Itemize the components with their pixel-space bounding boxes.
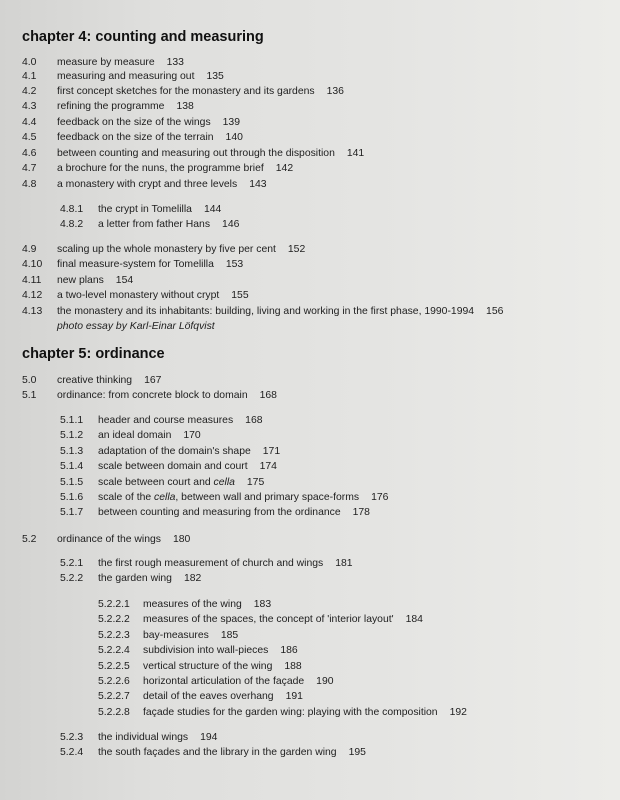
entry-title: a brochure for the nuns, the programme brief [57,163,264,174]
entry-page: 186 [280,645,298,656]
entry-title-part: scale between court and [98,477,214,488]
entry-page: 175 [246,477,265,488]
entry-title: adaptation of the domain's shape [98,446,251,457]
entry-number: 5.1.2 [60,430,84,441]
entry-number: 4.8 [22,179,37,190]
entry-title: a monastery with crypt and three levels [57,179,238,190]
entry-title: an ideal domain [98,430,172,441]
entry-page: 178 [352,507,370,518]
entry-number: 4.8.1 [60,204,84,215]
entry-number: 4.3 [22,101,37,112]
entry-page: 180 [172,534,191,545]
entry-number: 5.2.4 [60,747,84,758]
entry-number: 4.13 [22,306,43,317]
entry-title: ordinance of the wings [57,534,161,545]
entry-number: 5.2.2.1 [98,599,130,610]
entry-title: the individual wings [98,732,189,743]
entry-title: refining the programme [57,101,165,112]
entry-title: the crypt in Tomelilla [98,204,192,215]
entry-page: 176 [371,492,389,503]
entry-title: first concept sketches for the monastery and its gardens [57,86,315,97]
entry-title: measures of the spaces, the concept of 'interior layout' [143,614,394,625]
entry-page: 142 [275,163,294,174]
entry-title: vertical structure of the wing [143,661,273,672]
entry-page: 170 [183,430,201,441]
entry-page: 146 [222,219,240,230]
entry-number: 5.2.2.7 [98,691,130,702]
entry-number: 4.11 [22,275,42,286]
entry-page: 191 [285,691,303,702]
entry-title: header and course measures [98,415,234,426]
entry-number: 5.2.2.3 [98,630,130,641]
entry-page: 143 [249,179,267,190]
entry-number: 5.2.2.6 [98,676,130,687]
entry-number: 4.4 [22,117,37,128]
entry-title: detail of the eaves overhang [143,691,274,702]
entry-page: 133 [166,57,184,68]
entry-number: 5.1.4 [60,461,84,472]
entry-page: 144 [203,204,222,215]
entry-number: 4.6 [22,148,37,159]
entry-title: scale between domain and court [98,461,248,472]
entry-number: 5.1.6 [60,492,84,503]
entry-number: 5.2.2.5 [98,661,130,672]
entry-number: 4.10 [22,259,43,270]
entry-page: 156 [486,306,504,317]
entry-number: 4.12 [22,290,43,301]
entry-page: 192 [449,707,467,718]
entry-title: the garden wing [98,573,172,584]
entry-number: 5.2.2.2 [98,614,130,625]
entry-number: 5.2.2 [60,573,84,584]
entry-number: 5.1.5 [60,477,84,488]
entry-page: 136 [326,86,344,97]
entry-number: 5.1.7 [60,507,84,518]
entry-title: measures of the wing [143,599,242,610]
entry-page: 195 [348,747,366,758]
entry-number: 5.2.2.4 [98,645,130,656]
entry-title-italic: cella [213,477,235,488]
entry-page: 152 [287,244,306,255]
entry-number: 5.1 [22,390,37,401]
entry-number: 4.7 [22,163,37,174]
entry-page: 182 [183,573,202,584]
entry-number: 4.9 [22,244,37,255]
entry-title: the south façades and the library in the garden wing [98,747,337,758]
entry-number: 5.2 [22,534,37,545]
entry-title: ordinance: from concrete block to domain [57,390,248,401]
entry-page: 139 [222,117,240,128]
entry-page: 167 [144,375,162,386]
entry-title: a letter from father Hans [98,219,211,230]
entry-title-italic: cella [154,492,176,503]
entry-number: 4.8.2 [60,219,84,230]
entry-title: the first rough measurement of church and wings [98,558,324,569]
entry-title: measuring and measuring out [57,71,195,82]
entry-number: 4.0 [22,57,37,68]
entry-page: 153 [225,259,244,270]
entry-number: 5.0 [22,375,37,386]
entry-page: 171 [262,446,281,457]
entry-page: 168 [245,415,263,426]
entry-page: 140 [225,132,243,143]
entry-number: 5.2.2.8 [98,707,130,718]
entry-title: subdivision into wall-pieces [143,645,269,656]
entry-title: façade studies for the garden wing: playing with the composition [143,707,438,718]
entry-page: 155 [231,290,249,301]
entry-page: 194 [200,732,218,743]
entry-title-part: scale of the [98,492,155,503]
entry-page: 181 [335,558,353,569]
entry-number: 5.2.3 [60,732,84,743]
entry-page: 183 [253,599,272,610]
entry-page: 190 [316,676,334,687]
entry-title: creative thinking [57,375,133,386]
entry-title: feedback on the size of the wings [57,117,211,128]
entry-title: scaling up the whole monastery by five per cent [57,244,276,255]
entry-number: 4.1 [22,71,37,82]
entry-page: 188 [284,661,302,672]
entry-title: measure by measure [57,57,155,68]
photo-essay-text: photo essay by Karl-Einar Löfqvist [57,321,215,332]
entry-title: the monastery and its inhabitants: building, living and working in the first phase, 1990-1994 [57,306,475,317]
entry-page: 184 [405,614,423,625]
entry-title: new plans [57,275,104,286]
entry-page: 138 [176,101,194,112]
entry-number: 5.1.1 [60,415,84,426]
entry-page: 135 [206,71,224,82]
entry-number: 4.2 [22,86,37,97]
entry-page: 174 [259,461,277,472]
entry-title-part: , between wall and primary space-forms [175,492,360,503]
entry-title: horizontal articulation of the façade [143,676,305,687]
entry-title: between counting and measuring out through the disposition [57,148,335,159]
entry-title: between counting and measuring from the ordinance [98,507,341,518]
entry-title: a two-level monastery without crypt [57,290,220,301]
entry-number: 5.2.1 [60,558,84,569]
entry-page: 141 [346,148,365,159]
entry-title: feedback on the size of the terrain [57,132,214,143]
entry-title: final measure-system for Tomelilla [57,259,214,270]
chapter-4-title: chapter 4: counting and measuring [22,29,264,45]
entry-number: 5.1.3 [60,446,84,457]
entry-page: 154 [115,275,134,286]
entry-title: bay-measures [143,630,209,641]
entry-number: 4.5 [22,132,37,143]
chapter-5-title: chapter 5: ordinance [22,346,165,362]
entry-page: 185 [220,630,239,641]
entry-page: 168 [259,390,277,401]
